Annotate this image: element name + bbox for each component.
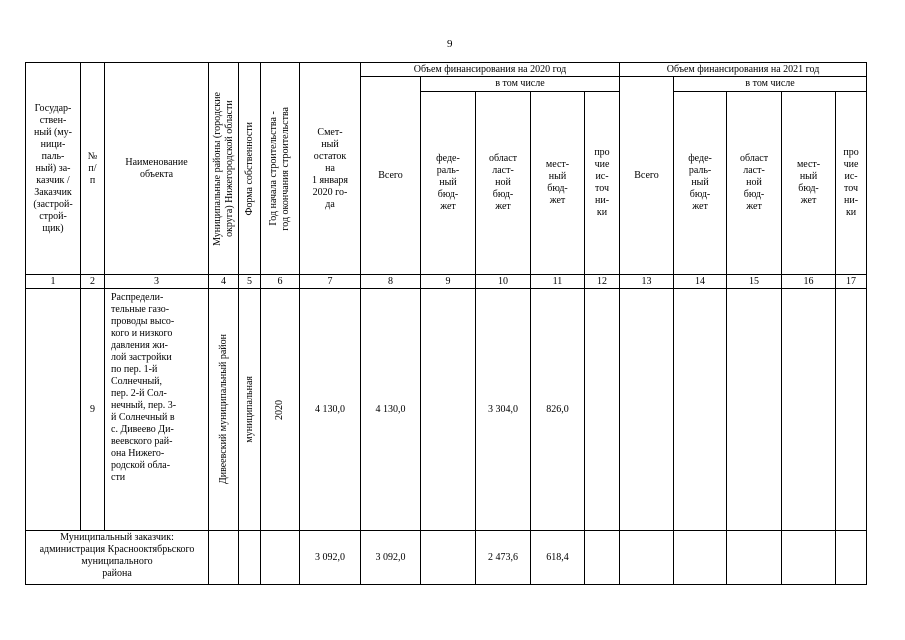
- summary-regional-2020: 2 473,6: [476, 531, 531, 585]
- cell-district: Дивеевский муниципальный район: [209, 289, 239, 531]
- column-number: 10: [476, 275, 531, 289]
- header-object-name: Наименование объекта: [105, 63, 209, 275]
- column-number: 17: [836, 275, 867, 289]
- column-numbers-row: [26, 275, 867, 289]
- cell-local-2020: 826,0: [531, 289, 585, 531]
- column-number: 16: [782, 275, 836, 289]
- summary-empty: [209, 531, 239, 585]
- summary-empty: [239, 531, 261, 585]
- header-including-2021: в том числе: [674, 77, 867, 92]
- cell-other-2020: [585, 289, 620, 531]
- column-number: 13: [620, 275, 674, 289]
- column-number: 6: [261, 275, 300, 289]
- cell-num: 9: [81, 289, 105, 531]
- summary-empty: [620, 531, 674, 585]
- header-estimate: Смет- ный остаток на 1 января 2020 го- да: [300, 63, 361, 275]
- summary-empty: [727, 531, 782, 585]
- cell-federal-2020: [421, 289, 476, 531]
- cell-regional-2020: 3 304,0: [476, 289, 531, 531]
- header-total-2021: Всего: [620, 77, 674, 275]
- header-other-2021: про чие ис- точ ни- ки: [836, 92, 867, 275]
- header-including-2020: в том числе: [421, 77, 620, 92]
- cell-regional-2021: [727, 289, 782, 531]
- column-number: 5: [239, 275, 261, 289]
- cell-ownership: муниципальная: [239, 289, 261, 531]
- header-local-2021: мест- ный бюд- жет: [782, 92, 836, 275]
- summary-empty: [421, 531, 476, 585]
- cell-total-2021: [620, 289, 674, 531]
- header-ownership: Форма собственности: [239, 63, 261, 275]
- column-number: 14: [674, 275, 727, 289]
- summary-total-2020: 3 092,0: [361, 531, 421, 585]
- cell-estimate: 4 130,0: [300, 289, 361, 531]
- column-number: 11: [531, 275, 585, 289]
- column-number: 2: [81, 275, 105, 289]
- summary-empty: [836, 531, 867, 585]
- cell-federal-2021: [674, 289, 727, 531]
- header-regional-2021: област ласт- ной бюд- жет: [727, 92, 782, 275]
- summary-empty: [782, 531, 836, 585]
- page-number: 9: [447, 38, 453, 50]
- cell-total-2020: 4 130,0: [361, 289, 421, 531]
- summary-empty: [261, 531, 300, 585]
- cell-object-name: Распредели- тельные газо- проводы высо- кого и низкого давления жи- лой застройки по пер. 1-й Солнечный, пер. 2-й Сол- нечный, пер. 3- й Солнечный в с. Дивеево Ди- веевского рай- она Нижего- родской обла- сти: [105, 289, 209, 531]
- header-fin-2021: Объем финансирования на 2021 год: [620, 63, 867, 77]
- summary-empty: [674, 531, 727, 585]
- column-number: 12: [585, 275, 620, 289]
- header-customer: Государ- ствен- ный (му- ници- паль- ный) за- казчик / Заказчик (застрой- строй- щик): [26, 63, 81, 275]
- column-number: 9: [421, 275, 476, 289]
- cell-local-2021: [782, 289, 836, 531]
- table-row: [26, 289, 867, 531]
- header-local-2020: мест- ный бюд- жет: [531, 92, 585, 275]
- summary-estimate: 3 092,0: [300, 531, 361, 585]
- column-number: 8: [361, 275, 421, 289]
- header-federal-2021: феде- раль- ный бюд- жет: [674, 92, 727, 275]
- header-regional-2020: област ласт- ной бюд- жет: [476, 92, 531, 275]
- column-number: 4: [209, 275, 239, 289]
- header-years: Год начала строительства - год окончания строительства: [261, 63, 300, 275]
- cell-year: 2020: [261, 289, 300, 531]
- header-other-2020: про чие ис- точ ни- ки: [585, 92, 620, 275]
- header-federal-2020: феде- раль- ный бюд- жет: [421, 92, 476, 275]
- header-total-2020: Всего: [361, 77, 421, 275]
- header-num: № п/ п: [81, 63, 105, 275]
- summary-label: Муниципальный заказчик: администрация Краснооктябрьского муниципального района: [26, 531, 209, 585]
- column-number: 1: [26, 275, 81, 289]
- column-number: 7: [300, 275, 361, 289]
- column-number: 3: [105, 275, 209, 289]
- summary-row: [26, 531, 867, 585]
- header-fin-2020: Объем финансирования на 2020 год: [361, 63, 620, 77]
- cell-customer: [26, 289, 81, 531]
- financing-table: [25, 62, 867, 585]
- summary-empty: [585, 531, 620, 585]
- cell-other-2021: [836, 289, 867, 531]
- summary-local-2020: 618,4: [531, 531, 585, 585]
- column-number: 15: [727, 275, 782, 289]
- header-districts: Муниципальные районы (городские округа) Нижегородской области: [209, 63, 239, 275]
